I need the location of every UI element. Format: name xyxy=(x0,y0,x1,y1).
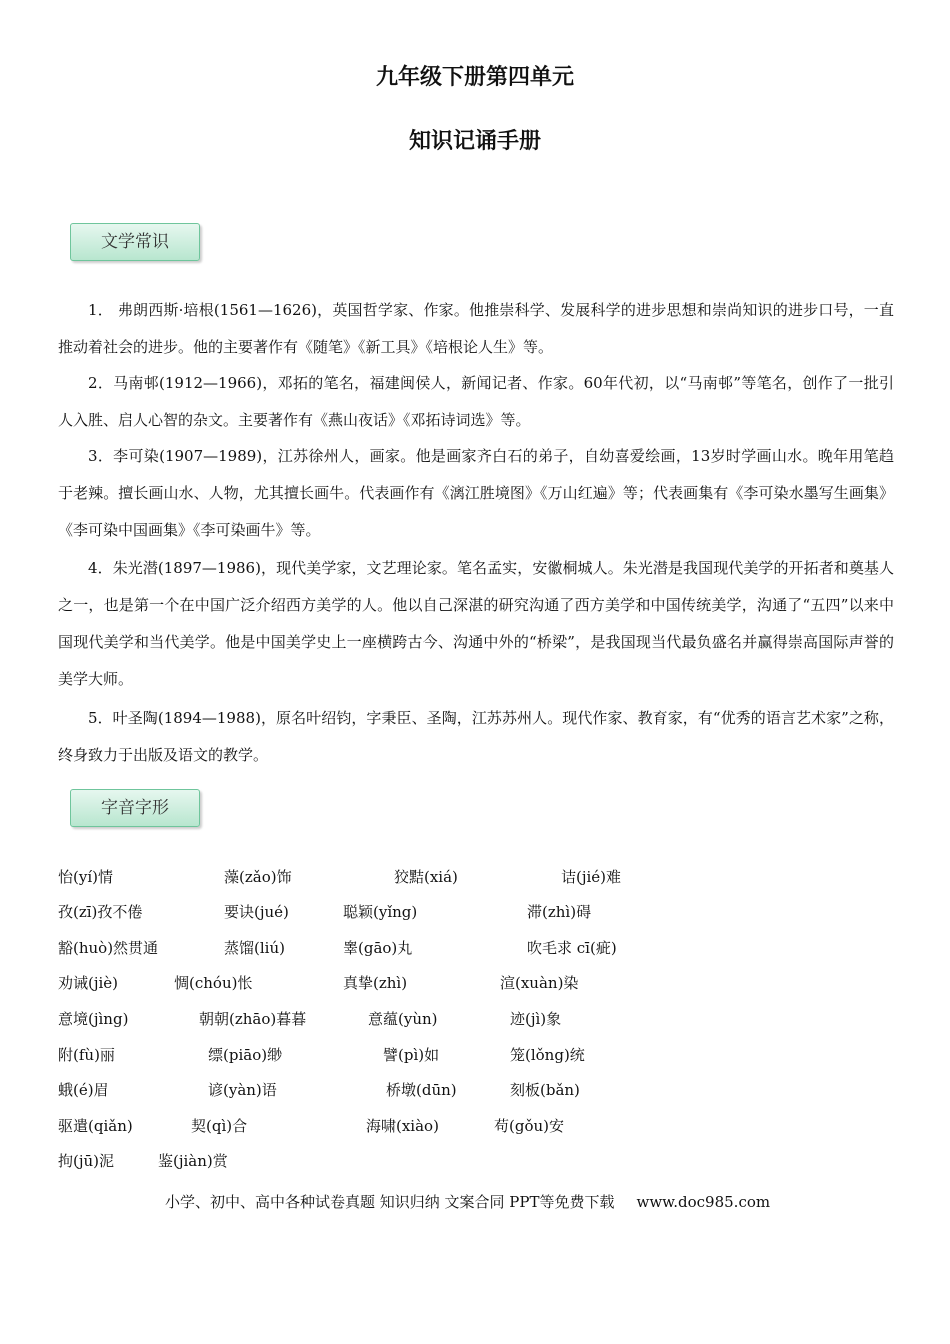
vocab-item: 刻板(bǎn) xyxy=(510,1081,580,1099)
vocab-item: 谚(yàn)语 xyxy=(208,1081,277,1099)
footer-url[interactable]: www.doc985.com xyxy=(636,1193,771,1211)
vocab-item: 意境(jìng) xyxy=(58,1010,129,1028)
paragraph: 3．李可染(1907—1989)，江苏徐州人，画家。他是画家齐白石的弟子，自幼喜爱绘画，13岁时学画山水。晚年用笔趋于老辣。擅长画山水、人物，尤其擅长画牛。代表画作有《漓江胜境图》《万山红遍》等；代表画集有《李可染水墨写生画集》《李可染中国画集》《李可染画牛》等。 xyxy=(58,447,894,539)
vocab-item: 惆(chóu)怅 xyxy=(174,974,253,992)
vocab-item: 苟(gǒu)安 xyxy=(494,1117,564,1135)
vocab-item: 笼(lǒng)统 xyxy=(510,1046,585,1064)
vocab-item: 桥墩(dūn) xyxy=(386,1081,457,1099)
vocab-item: 驱遣(qiǎn) xyxy=(58,1117,133,1135)
paragraph: 1． 弗朗西斯·培根(1561—1626)，英国哲学家、作家。他推崇科学、发展科学的进步思想和崇尚知识的进步口号，一直推动着社会的进步。他的主要著作有《随笔》《新工具》《培根论人生》等。 xyxy=(58,301,894,356)
vocab-item: 聪颖(yǐng) xyxy=(343,903,418,921)
vocab-item: 睾(gāo)丸 xyxy=(343,939,413,957)
doc-title-line2: 知识记诵手册 xyxy=(408,129,541,154)
page-footer xyxy=(165,1191,770,1212)
vocab-item: 豁(huò)然贯通 xyxy=(58,939,159,957)
vocab-item: 缥(piāo)缈 xyxy=(208,1046,283,1064)
paragraph: 2．马南邨(1912—1966)，邓拓的笔名，福建闽侯人，新闻记者、作家。60年代初，以“马南邨”等笔名，创作了一批引人入胜、启人心智的杂文。主要著作有《燕山夜话》《邓拓诗词选》等。 xyxy=(58,374,894,429)
vocab-item: 迹(jì)象 xyxy=(510,1010,562,1028)
vocab-item: 海啸(xiào) xyxy=(366,1117,439,1135)
vocab-item: 诘(jié)难 xyxy=(561,868,622,886)
vocab-item: 狡黠(xiá) xyxy=(394,868,458,886)
vocab-item: 拘(jū)泥 xyxy=(58,1152,115,1170)
paragraph: 5．叶圣陶(1894—1988)，原名叶绍钧，字秉臣、圣陶，江苏苏州人。现代作家、教育家，有“优秀的语言艺术家”之称，终身致力于出版及语文的教学。 xyxy=(58,709,894,764)
vocab-item: 吹毛求 cī(疵) xyxy=(527,939,617,957)
vocab-item: 蒸馏(liú) xyxy=(224,939,285,957)
paragraph: 4．朱光潜(1897—1986)，现代美学家，文艺理论家。笔名孟实，安徽桐城人。朱光潜是我国现代美学的开拓者和奠基人之一，也是第一个在中国广泛介绍西方美学的人。他以自己深湛的研究沟通了西方美学和中国传统美学，沟通了“五四”以来中国现代美学和当代美学。他是中国美学史上一座横跨古今、沟通中外的“桥梁”，是我国现当代最负盛名并赢得崇高国际声誉的美学大师。 xyxy=(58,559,894,688)
vocab-item: 藻(zǎo)饰 xyxy=(224,868,292,886)
vocab-item: 鉴(jiàn)赏 xyxy=(158,1152,228,1170)
vocab-item: 渲(xuàn)染 xyxy=(500,974,579,992)
vocab-item: 意蕴(yùn) xyxy=(368,1010,438,1028)
vocab-item: 附(fù)丽 xyxy=(58,1046,115,1064)
vocab-item: 真挚(zhì) xyxy=(343,974,408,992)
vocab-item: 要诀(jué) xyxy=(224,903,289,921)
vocab-item: 蛾(é)眉 xyxy=(58,1081,109,1099)
vocab-item: 滞(zhì)碍 xyxy=(527,903,592,921)
vocab-item: 怡(yí)情 xyxy=(58,868,113,886)
vocab-item: 契(qì)合 xyxy=(191,1117,248,1135)
footer-text: 小学、初中、高中各种试卷真题 知识归纳 文案合同 PPT等免费下载 xyxy=(165,1193,615,1211)
section-badge-pronunciation: 字音字形 xyxy=(70,789,200,827)
vocab-item: 朝朝(zhāo)暮暮 xyxy=(199,1010,307,1028)
section-badge-literature: 文学常识 xyxy=(70,223,200,261)
doc-title-line1: 九年级下册第四单元 xyxy=(375,65,574,90)
vocab-item: 劝诫(jiè) xyxy=(58,974,119,992)
vocab-item: 孜(zī)孜不倦 xyxy=(58,903,143,921)
vocab-item: 譬(pì)如 xyxy=(383,1046,440,1064)
